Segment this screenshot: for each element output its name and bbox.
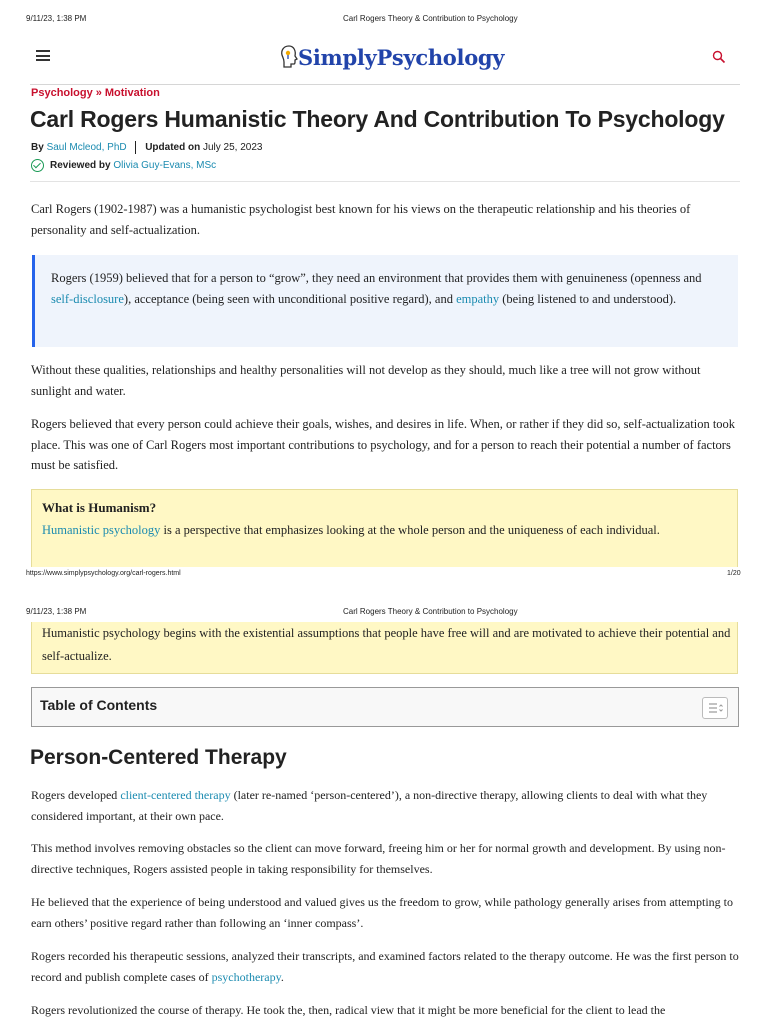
byline-divider — [135, 141, 136, 154]
client-centered-therapy-link[interactable]: client-centered therapy — [120, 788, 231, 802]
quote-part-1: Rogers (1959) believed that for a person to “grow”, they need an environment that provides them with genuineness (openness and — [51, 271, 702, 285]
print-datetime-2: 9/11/23, 1:38 PM — [26, 607, 87, 616]
breadcrumb — [31, 87, 160, 99]
reviewed-label: Reviewed by — [50, 160, 111, 171]
humanism-definition-text: is a perspective that emphasizes looking at the whole person and the uniqueness of each individual. — [160, 523, 660, 537]
s4-part-1: Rogers recorded his therapeutic sessions, analyzed their transcripts, and examined factors related to the therapy outcome. He was the first person to record and publish complete cases of — [31, 949, 739, 984]
print-doc-title: Carl Rogers Theory & Contribution to Psychology — [343, 14, 518, 23]
updated-label: Updated on — [145, 142, 201, 154]
author-link[interactable]: Saul Mcleod, PhD — [46, 142, 127, 154]
breadcrumb-psychology[interactable]: Psychology — [31, 87, 93, 99]
toc-title: Table of Contents — [40, 697, 158, 713]
s4-part-2: . — [280, 969, 284, 984]
quote-text — [51, 268, 723, 310]
site-logo[interactable] — [280, 42, 504, 72]
breadcrumb-motivation[interactable]: Motivation — [104, 87, 160, 99]
quote-part-3: (being listened to and understood). — [499, 292, 677, 306]
humanism-definition — [42, 519, 732, 542]
search-icon[interactable] — [712, 50, 728, 66]
reviewed-line — [31, 159, 216, 172]
print-url: https://www.simplypsychology.org/carl-rogers.html — [26, 570, 181, 577]
highlight-quote — [32, 255, 738, 347]
header-divider — [30, 84, 740, 85]
humanism-heading: What is Humanism? — [42, 500, 157, 515]
section-paragraph-5: Rogers revolutionized the course of therapy. He took the, then, radical view that it might be more beneficial for the client to lead the — [31, 1003, 666, 1017]
humanism-note-box-continued — [31, 622, 738, 674]
paragraph-qualities: Without these qualities, relationships and healthy personalities will not develop as they should, much like a tree will not grow without sunlight and water. — [31, 363, 701, 398]
hamburger-menu-icon[interactable] — [36, 50, 50, 61]
updated-date: July 25, 2023 — [202, 142, 263, 154]
print-doc-title-2: Carl Rogers Theory & Contribution to Psychology — [343, 607, 518, 616]
list-toggle-icon[interactable] — [702, 697, 728, 719]
table-of-contents[interactable] — [31, 687, 739, 727]
print-datetime: 9/11/23, 1:38 PM — [26, 14, 87, 23]
logo-head-icon — [280, 45, 298, 69]
section-paragraph-1 — [31, 785, 739, 826]
reviewer-link[interactable]: Olivia Guy-Evans, MSc — [113, 160, 217, 171]
section-heading: Person-Centered Therapy — [30, 746, 287, 769]
byline — [31, 141, 262, 154]
logo-text-psychology: Psychology — [376, 44, 505, 70]
section-paragraph-2: This method involves removing obstacles so the client can move forward, freeing him or her for normal growth and development. By using non-directive techniques, Rogers assisted people in taking responsibility for themselves. — [31, 841, 726, 876]
byline-divider-rule — [30, 181, 740, 182]
psychotherapy-link[interactable]: psychotherapy — [211, 969, 281, 984]
empathy-link[interactable]: empathy — [456, 292, 500, 306]
quote-part-2: ), acceptance (being seen with unconditional positive regard), and — [123, 292, 457, 306]
s1-part-2: (later re-named ‘person-centered’), a non-directive therapy, allowing clients to deal with what they considered important, at their own pace. — [31, 788, 708, 823]
humanistic-psychology-link[interactable]: Humanistic psychology — [42, 523, 161, 537]
humanism-note-box — [31, 489, 738, 567]
by-label: By — [31, 142, 44, 154]
self-disclosure-link[interactable]: self-disclosure — [51, 292, 124, 306]
section-paragraph-3: He believed that the experience of being understood and valued gives us the freedom to grow, while pathology generally arises from attempting to earn others’ positive regard rather than following an ‘inner compass’. — [31, 895, 734, 930]
breadcrumb-separator: » — [95, 87, 102, 99]
page-title: Carl Rogers Humanistic Theory And Contribution To Psychology — [30, 106, 725, 132]
logo-text-simply: Simply — [298, 44, 377, 70]
intro-paragraph: Carl Rogers (1902-1987) was a humanistic psychologist best known for his views on the therapeutic relationship and his theories of personality and self-actualization. — [31, 202, 691, 237]
humanism-continued-text: Humanistic psychology begins with the existential assumptions that people have free will and are motivated to achieve their potential and self-actualize. — [42, 626, 731, 663]
s1-part-1: Rogers developed — [31, 788, 121, 802]
print-page-number: 1/20 — [727, 570, 741, 577]
section-paragraph-4 — [31, 946, 739, 987]
check-circle-icon — [31, 159, 44, 172]
paragraph-self-actualization: Rogers believed that every person could achieve their goals, wishes, and desires in life. When, or rather if they did so, self-actualization took place. This was one of Carl Rogers most important contributions to psychology, and for a person to reach their potential a number of factors must be satisfied. — [31, 417, 736, 472]
